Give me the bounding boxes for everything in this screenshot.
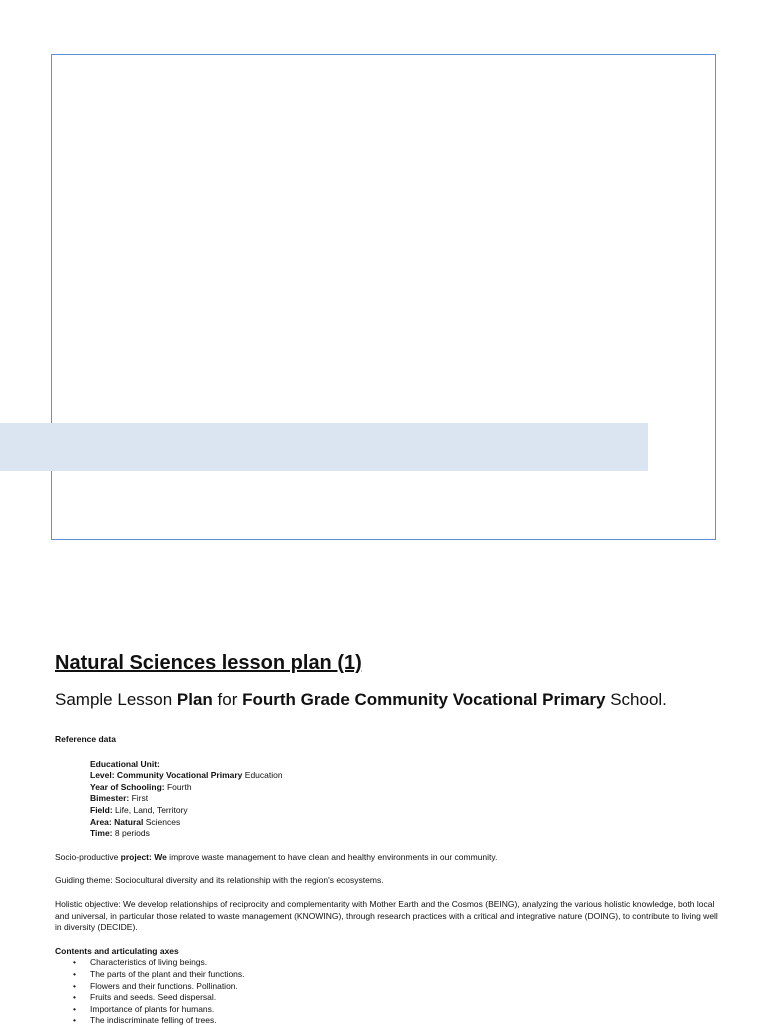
bimester-label: Bimester:: [90, 793, 130, 804]
time-value: 8 periods: [112, 828, 150, 839]
educational-unit: [90, 759, 725, 771]
level-value: Education: [242, 770, 283, 781]
year-label: Year of Schooling:: [90, 781, 165, 792]
area-value: Sciences: [143, 816, 181, 827]
field-value: Life, Land, Territory: [112, 804, 188, 815]
time-label: Time:: [90, 828, 113, 839]
level-line: [90, 770, 725, 782]
area-line: [90, 817, 725, 829]
list-item: • The indiscriminate felling of trees.: [90, 1015, 725, 1027]
reference-heading: Reference data: [55, 734, 116, 744]
educational-unit-label: Educational Unit:: [90, 758, 160, 769]
subtitle-part-5: School.: [605, 690, 667, 709]
area-label: Area: Natural: [90, 816, 144, 827]
project-pre: Socio-productive: [55, 851, 121, 862]
list-item: • Characteristics of living beings.: [90, 957, 725, 969]
subtitle-part-3: for: [212, 690, 243, 709]
list-item: • Fruits and seeds. Seed dispersal.: [90, 992, 725, 1004]
reference-block: [90, 759, 725, 840]
time-line: [90, 828, 725, 840]
page-title: Natural Sciences lesson plan (1): [55, 652, 362, 674]
project-label: project: We: [120, 851, 167, 862]
project-paragraph: [55, 852, 725, 864]
subtitle-part-4: Fourth Grade Community Vocational Primary: [242, 690, 606, 709]
contents-heading: Contents and articulating axes: [55, 945, 179, 956]
bimester-value: First: [129, 793, 149, 804]
subtitle: [55, 688, 725, 712]
field-label: Field:: [90, 804, 113, 815]
document-body: [55, 650, 725, 1027]
contents-list: [55, 957, 725, 1027]
bimester-line: [90, 793, 725, 805]
list-item: • The parts of the plant and their functions.: [90, 969, 725, 981]
year-line: [90, 782, 725, 794]
cover-band: [0, 423, 648, 471]
holistic-objective: Holistic objective: We develop relationships of reciprocity and complementarity with Mother Earth and the Cosmos (BEING), analyzing the various holistic knowledge, both local and universal, in particular those related to waste management (KNOWING), through research practices with a critical and integrative nature (DOING), to contribute to living well in diversity (DECIDE).: [55, 898, 718, 933]
subtitle-part-1: Sample Lesson: [55, 690, 177, 709]
project-text: improve waste management to have clean and healthy environments in our community.: [166, 851, 498, 862]
level-label: Level: Community Vocational Primary: [90, 770, 243, 781]
field-line: [90, 805, 725, 817]
year-value: Fourth: [164, 781, 192, 792]
list-item: • Importance of plants for humans.: [90, 1004, 725, 1016]
list-item: • Flowers and their functions. Pollination.: [90, 981, 725, 993]
guiding-theme: Guiding theme: Sociocultural diversity and its relationship with the region's ecosystems.: [55, 875, 384, 886]
subtitle-part-2: Plan: [176, 690, 213, 709]
